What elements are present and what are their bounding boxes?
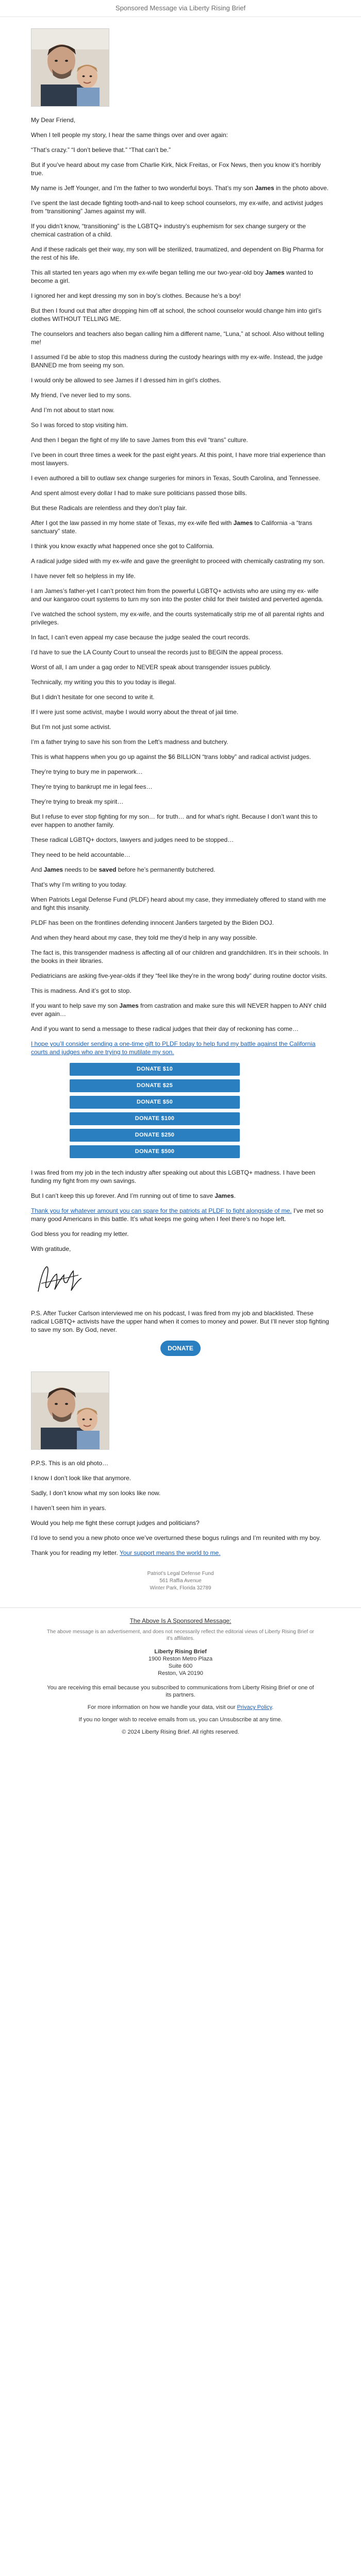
paragraph: But I refuse to ever stop fighting for my son… for truth… and for what’s right. Because I don’t want this to ever happen to another family. — [31, 813, 318, 828]
postscript: P.S. After Tucker Carlson interviewed me on his podcast, I was fired from my job and blacklisted. These radical LGBTQ+ activists have the upper hand when it comes to money and power. But I’ll never stop fighting to save my son. By God, never. — [31, 1310, 329, 1333]
sponsored-banner: Sponsored Message via Liberty Rising Brief — [0, 0, 361, 17]
paragraph: That’s why I’m writing to you today. — [31, 881, 127, 888]
paragraph: And James needs to be saved before he’s permanently butchered. — [31, 866, 216, 873]
paragraph: If you didn’t know, “transitioning” is the LGBTQ+ industry’s euphemism for sex change surgery or the chemical castration of a child. — [31, 223, 306, 238]
footer-disclaimer: The above message is an advertisement, and does not necessarily reflect the editorial views of Liberty Rising Brief or it's affiliates. — [46, 1629, 315, 1641]
paragraph: And I’m not about to start now. — [31, 406, 115, 414]
photo-bottom-container — [31, 1371, 330, 1450]
paragraph: I haven’t seen him in years. — [31, 1504, 107, 1512]
paragraph: I think you know exactly what happened once she got to California. — [31, 543, 214, 550]
paragraph: Pediatricians are asking five-year-olds if they “feel like they’re in the wrong body” during routine doctor visits. — [31, 972, 327, 979]
paragraph: I’d have to sue the LA County Court to unseal the records just to BEGIN the appeal process. — [31, 649, 283, 656]
publisher-address — [0, 1648, 361, 1677]
salutation: My Dear Friend, — [31, 116, 76, 124]
father-son-photo — [31, 28, 109, 107]
paragraph: After I got the law passed in my home state of Texas, my ex-wife fled with James to California -a “trans sanctuary” state. — [31, 519, 313, 535]
paragraph: And if you want to send a message to these radical judges that their day of reckoning has come… — [31, 1025, 299, 1032]
gift-link[interactable]: I hope you’ll consider sending a one-time gift to PLDF today to help fund my battle against the California courts and judges who are trying to mutilate my son. — [31, 1040, 316, 1056]
paragraph: I’ve spent the last decade fighting tooth-and-nail to keep school counselors, my ex-wife, and activist judges from “transitioning” James against my will. — [31, 199, 323, 215]
photo-top-container — [31, 28, 330, 107]
copyright: © 2024 Liberty Rising Brief. All rights reserved. — [122, 1729, 239, 1735]
paragraph: I would only be allowed to see James if I dressed him in girl’s clothes. — [31, 377, 221, 384]
paragraph: So I was forced to stop visiting him. — [31, 421, 128, 429]
privacy-policy-link[interactable]: Privacy Policy — [237, 1704, 272, 1710]
paragraph: They’re trying to break my spirit… — [31, 798, 124, 805]
paragraph: I’ve been in court three times a week for the past eight years. At this point, I have more trial experience than most lawyers. — [31, 451, 325, 467]
paragraph: I assumed I’d be able to stop this madness during the custody hearings with my ex-wife. Instead, the judge BANNED me from seeing my son. — [31, 353, 323, 369]
paragraph: But these Radicals are relentless and they don’t play fair. — [31, 504, 187, 512]
paragraph: I am James’s father-yet I can’t protect him from the powerful LGBTQ+ activists who are using my ex- wife and our kangaroo court systems to turn my son into the poster child for their twisted and perverted agenda. — [31, 587, 323, 603]
paragraph: I have never felt so helpless in my life. — [31, 572, 136, 580]
thank-you-link[interactable]: Thank you for whatever amount you can spare for the patriots at PLDF to fight alongside of me. — [31, 1207, 292, 1214]
paragraph: “That’s crazy.” “I don’t believe that.” “That can’t be.” — [31, 146, 171, 154]
unsubscribe-notice[interactable]: If you no longer wish to receive emails from us, you can Unsubscribe at any time. — [78, 1717, 283, 1723]
address-line: Reston, VA 20190 — [158, 1670, 203, 1676]
paragraph: I ignored her and kept dressing my son in boy’s clothes. Because he’s a boy! — [31, 292, 241, 299]
donate-10-button[interactable]: DONATE $10 — [70, 1063, 240, 1076]
donate-25-button[interactable]: DONATE $25 — [70, 1079, 240, 1092]
paragraph: Thank you for reading my letter. Your support means the world to me. — [31, 1549, 221, 1556]
paragraph: I was fired from my job in the tech industry after speaking out about this LGBTQ+ madness. I have been funding my fight from my own savings. — [31, 1169, 316, 1184]
signature-icon — [31, 1260, 330, 1301]
support-link[interactable]: Your support means the world to me. — [119, 1549, 221, 1556]
paragraph: I’m a father trying to save his son from the Left’s madness and butchery. — [31, 738, 228, 745]
paragraph: Worst of all, I am under a gag order to NEVER speak about transgender issues publicly. — [31, 664, 271, 671]
paragraph: Would you help me fight these corrupt judges and politicians? — [31, 1519, 200, 1527]
letter — [31, 17, 330, 1592]
paragraph: When I tell people my story, I hear the same things over and over again: — [31, 131, 228, 139]
privacy-notice: For more information on how we handle your data, visit our Privacy Policy. — [87, 1704, 274, 1710]
paragraph: A radical judge sided with my ex-wife and gave the greenlight to proceed with chemically castrating my son. — [31, 557, 325, 565]
donate-100-button[interactable]: DONATE $100 — [70, 1112, 240, 1125]
paragraph: The fact is, this transgender madness is affecting all of our children and grandchildren. It’s in their schools. In the books in their libraries. — [31, 949, 329, 964]
address-line: Patriot’s Legal Defense Fund — [147, 1571, 214, 1577]
donate-button-list — [31, 1063, 330, 1158]
paragraph: But if you’ve heard about my case from Charlie Kirk, Nick Freitas, or Fox News, then you know it’s horribly true. — [31, 161, 321, 177]
paragraph: They’re trying to bury me in paperwork… — [31, 768, 143, 775]
paragraph: If you want to help save my son James from castration and make sure this will NEVER happen to ANY child ever again… — [31, 1002, 326, 1018]
paragraph: This is what happens when you go up against the $6 BILLION “trans lobby” and radical activist judges. — [31, 753, 311, 760]
paragraph: I even authored a bill to outlaw sex change surgeries for minors in Texas, South Carolina, and Tennessee. — [31, 474, 321, 482]
closing: With gratitude, — [31, 1245, 71, 1252]
paragraph: They need to be held accountable… — [31, 851, 130, 858]
paragraph: But I’m not just some activist. — [31, 723, 111, 731]
paragraph: Technically, my writing you this to you today is illegal. — [31, 679, 176, 686]
paragraph: They’re trying to bankrupt me in legal fees… — [31, 783, 153, 790]
paragraph: When Patriots Legal Defense Fund (PLDF) heard about my case, they immediately offered to stand with me and fight this insanity. — [31, 896, 326, 911]
sender-address — [31, 1570, 330, 1592]
address-line: 1900 Reston Metro Plaza — [148, 1656, 213, 1662]
paragraph: I’ve watched the school system, my ex-wife, and the courts systematically strip me of all parental rights and privileges. — [31, 611, 324, 626]
subscription-notice: You are receiving this email because you subscribed to communications from Liberty Rising Brief or one of its partners. — [47, 1685, 314, 1698]
paragraph: My friend, I’ve never lied to my sons. — [31, 392, 132, 399]
paragraph: The counselors and teachers also began calling him a different name, “Luna,” at school. Also without telling me! — [31, 330, 324, 346]
paragraph: This all started ten years ago when my ex-wife began telling me our two-year-old boy James wanted to become a girl. — [31, 269, 313, 284]
footer — [0, 1607, 361, 1751]
paragraph: PLDF has been on the frontlines defending innocent Jan6ers targeted by the Biden DOJ. — [31, 919, 274, 926]
paragraph: Thank you for whatever amount you can spare for the patriots at PLDF to fight alongside of me. I’ve met so many good Americans in this battle. It’s what keeps me going when I feel there’s no hope left. — [31, 1207, 323, 1223]
paragraph: I’d love to send you a new photo once we’ve overturned these bogus rulings and I’m reunited with my boy. — [31, 1534, 321, 1541]
donate-button[interactable]: DONATE — [160, 1341, 201, 1356]
publisher-name: Liberty Rising Brief — [154, 1649, 207, 1655]
paragraph: These radical LGBTQ+ doctors, lawyers and judges need to be stopped… — [31, 836, 234, 843]
paragraph: This is madness. And it’s got to stop. — [31, 987, 132, 994]
paragraph: But I didn’t hesitate for one second to write it. — [31, 693, 155, 701]
paragraph: God bless you for reading my letter. — [31, 1230, 129, 1238]
paragraph — [31, 1040, 330, 1056]
donate-50-button[interactable]: DONATE $50 — [70, 1096, 240, 1109]
paragraph: And spent almost every dollar I had to make sure politicians passed those bills. — [31, 489, 247, 497]
donate-500-button[interactable]: DONATE $500 — [70, 1145, 240, 1158]
paragraph: P.P.S. This is an old photo… — [31, 1460, 109, 1467]
paragraph: My name is Jeff Younger, and I’m the father to two wonderful boys. That’s my son James in the photo above. — [31, 184, 329, 192]
paragraph: In fact, I can’t even appeal my case because the judge sealed the court records. — [31, 634, 250, 641]
paragraph: But I can’t keep this up forever. And I’m running out of time to save James. — [31, 1192, 236, 1199]
address-line: Suite 600 — [168, 1663, 193, 1669]
father-son-photo-repeat — [31, 1371, 109, 1450]
paragraph: Sadly, I don’t know what my son looks like now. — [31, 1489, 161, 1497]
paragraph: And if these radicals get their way, my son will be sterilized, traumatized, and dependent on Big Pharma for the rest of his life. — [31, 246, 324, 261]
paragraph: And when they heard about my case, they told me they’d help in any way possible. — [31, 934, 257, 941]
paragraph: But then I found out that after dropping him off at school, the school counselor would change him into girl’s clothes WITHOUT TELLING ME. — [31, 307, 322, 323]
paragraph: And then I began the fight of my life to save James from this evil “trans” culture. — [31, 436, 248, 444]
address-line: Winter Park, Florida 32789 — [150, 1585, 211, 1591]
address-line: 561 Raffia Avenue — [159, 1578, 202, 1584]
paragraph: I know I don’t look like that anymore. — [31, 1475, 132, 1482]
donate-250-button[interactable]: DONATE $250 — [70, 1129, 240, 1142]
paragraph: If I were just some activist, maybe I would worry about the threat of jail time. — [31, 708, 239, 716]
footer-title: The Above Is A Sponsored Message: — [129, 1617, 232, 1624]
